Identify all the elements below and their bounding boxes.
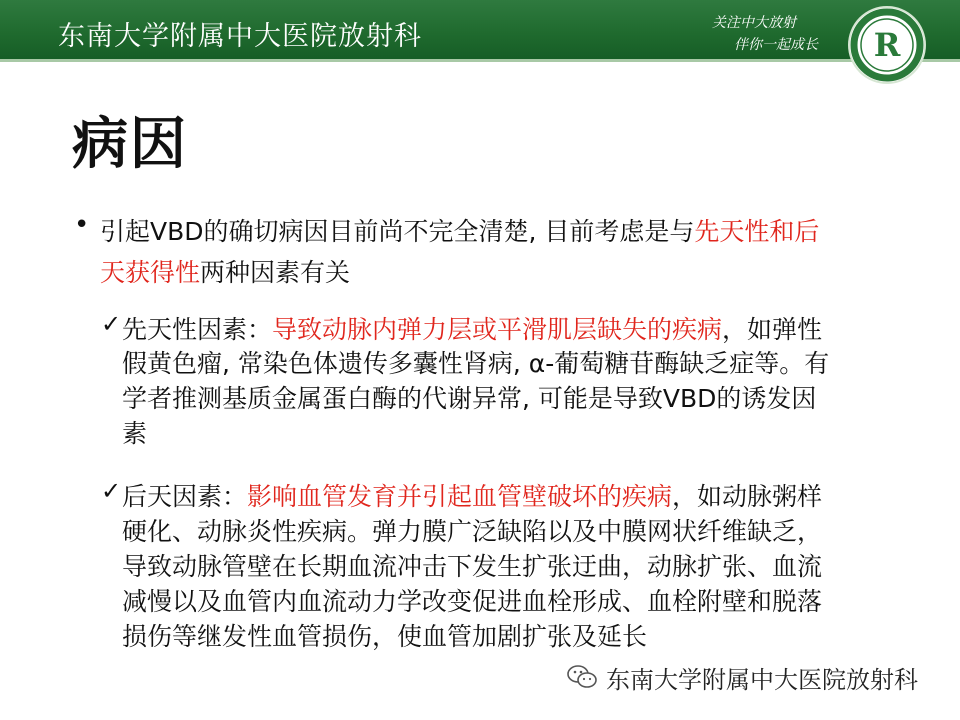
slogan-line-1: 关注中大放射 <box>712 15 796 31</box>
checkmark-icon: ✓ <box>101 477 122 505</box>
bullet-highlight: 天获得性 <box>100 258 201 287</box>
acquired-label: 后天因素： <box>122 482 248 511</box>
bullet-dot-icon: • <box>74 210 90 240</box>
footer-text: 东南大学附属中大医院放射科 <box>606 665 918 694</box>
bullet-line-1 <box>100 212 819 248</box>
bullet-highlight: 先天性和后 <box>694 217 820 246</box>
congenital-tail: ，如弹性 <box>722 315 823 344</box>
congenital-line-4: 素 <box>122 419 148 448</box>
checkmark-icon: ✓ <box>101 310 122 338</box>
bullet-line-2 <box>100 253 350 289</box>
footer-watermark <box>566 662 918 692</box>
acquired-line-1 <box>122 477 822 513</box>
department-name: 东南大学附属中大医院放射科 <box>58 21 422 52</box>
slogan-line-2: 伴你一起成长 <box>734 37 818 53</box>
acquired-highlight: 影响血管发育并引起血管壁破坏的疾病 <box>247 482 673 511</box>
bullet-text: 两种因素有关 <box>200 258 351 287</box>
congenital-label: 先天性因素： <box>122 315 273 344</box>
acquired-line-2: 硬化、动脉炎性疾病。弹力膜广泛缺陷以及中膜网状纤维缺乏， <box>122 517 823 546</box>
congenital-highlight: 导致动脉内弹力层或平滑肌层缺失的疾病 <box>272 315 723 344</box>
acquired-tail: ，如动脉粥样 <box>672 482 823 511</box>
acquired-line-3: 导致动脉管壁在长期血流冲击下发生扩张迂曲，动脉扩张、血流 <box>122 552 823 581</box>
congenital-line-2: 假黄色瘤, 常染色体遗传多囊性肾病, α-葡萄糖苷酶缺乏症等。有 <box>122 349 830 378</box>
slide-title: 病因 <box>72 112 188 177</box>
acquired-line-4: 减慢以及血管内血流动力学改变促进血栓形成、血栓附壁和脱落 <box>122 587 823 616</box>
bullet-text: 引起VBD的确切病因目前尚不完全清楚, 目前考虑是与 <box>100 217 695 246</box>
wechat-icon <box>566 663 598 691</box>
congenital-line-3: 学者推测基质金属蛋白酶的代谢异常, 可能是导致VBD的诱发因 <box>122 384 817 413</box>
acquired-line-5: 损伤等继发性血管损伤，使血管加剧扩张及延长 <box>122 622 648 651</box>
congenital-line-1 <box>122 310 822 346</box>
logo-letter: R <box>873 26 901 64</box>
